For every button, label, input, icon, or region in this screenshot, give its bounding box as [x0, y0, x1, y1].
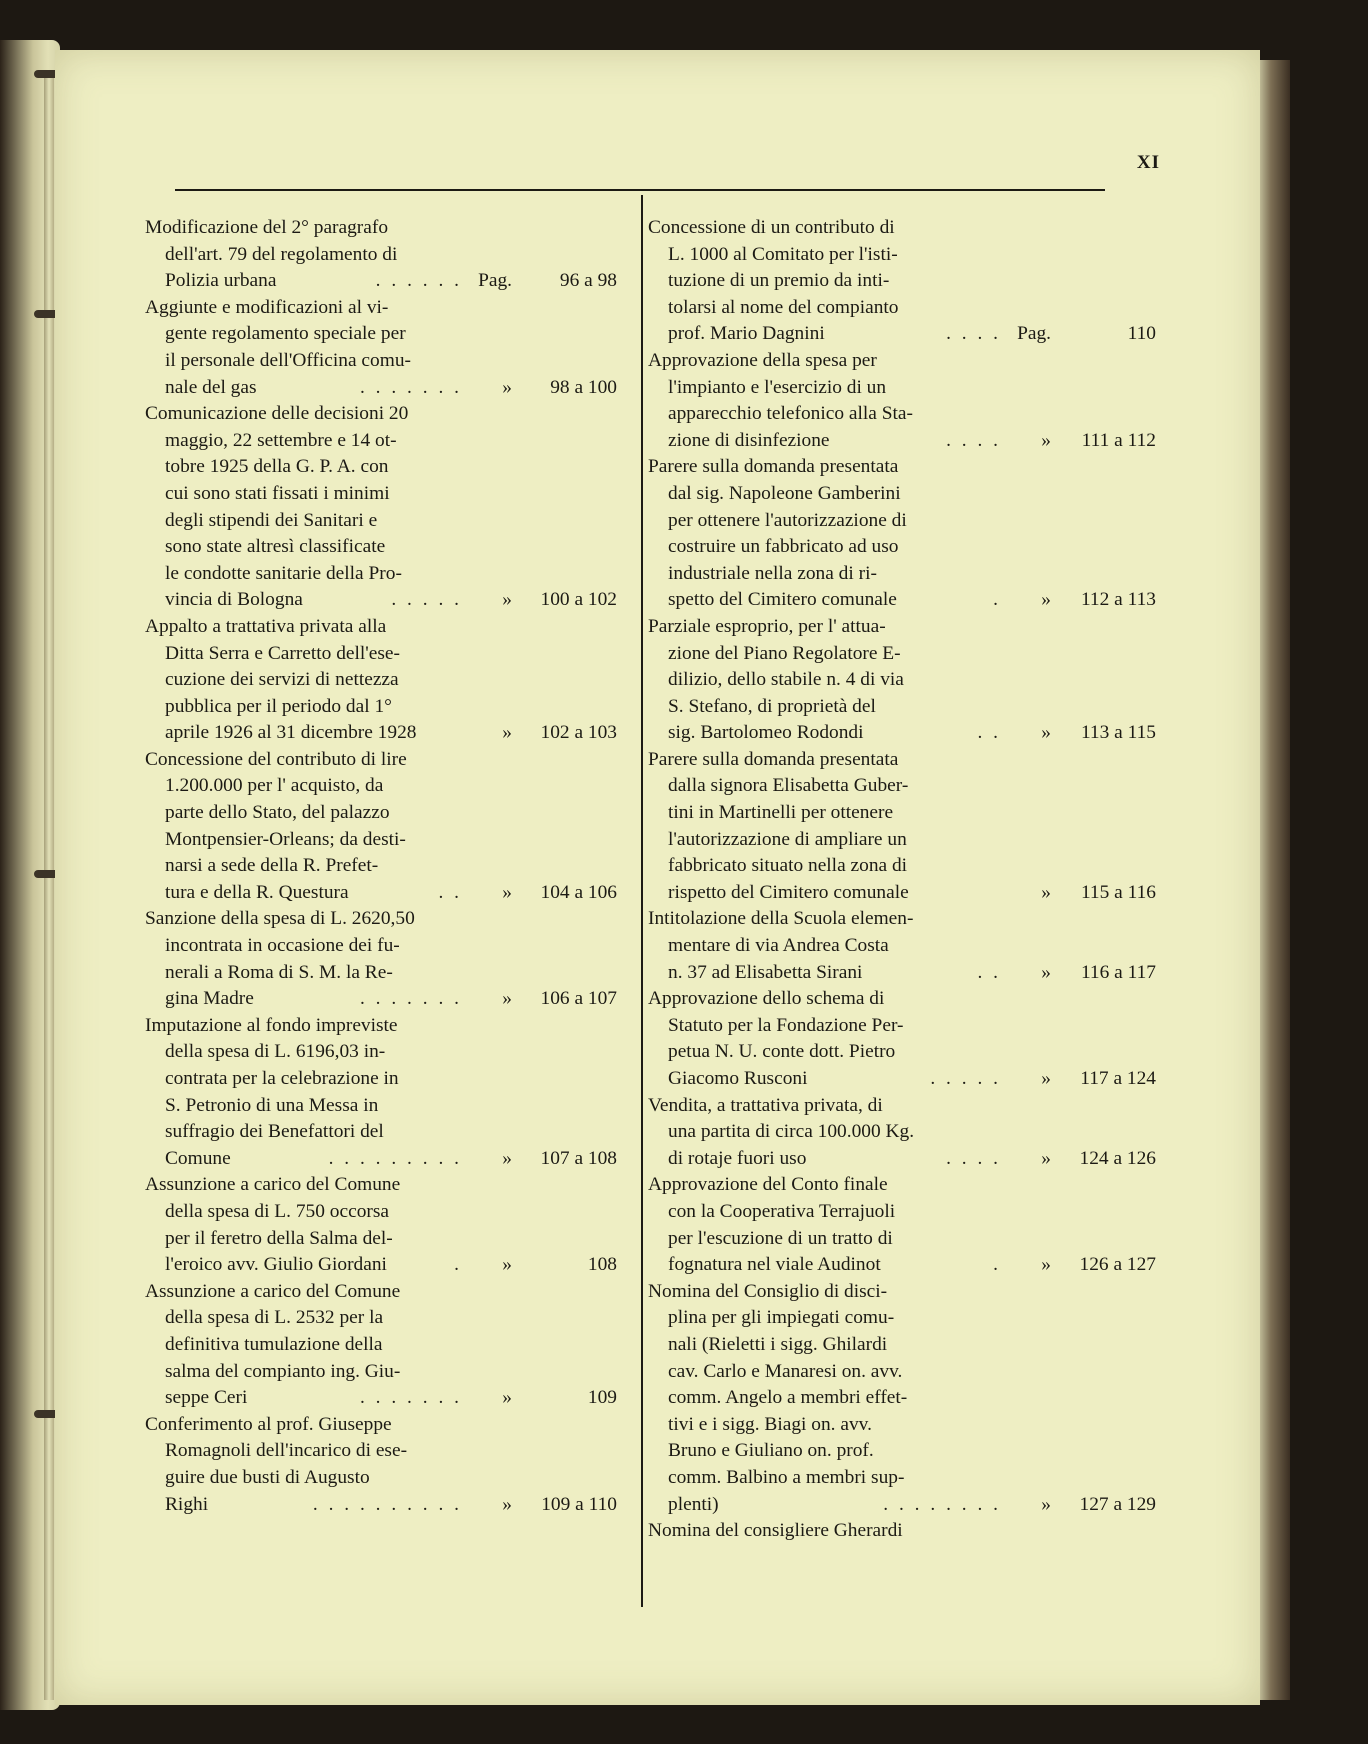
page-numbers: 98 a 100 [550, 376, 617, 398]
leader-dots: . . . . . . . [359, 988, 462, 1010]
page-reference [946, 321, 1156, 348]
entry-title: Nomina del Consiglio di disci- plina per gli impiegati comu- nali (Rieletti i sigg. Ghilardi cav. Carlo e Manaresi on. avv. comm. Angelo a membri effet- tivi e i sigg. Biagi on. avv. Bruno e Giuliano on. prof. comm. Balbino a membri sup- plenti) [648, 1280, 908, 1515]
page-reference [946, 1146, 1156, 1173]
page-numbers: 111 a 112 [1081, 429, 1156, 451]
page-marker: Pag. [478, 270, 512, 292]
entry-title: Concessione di un contributo di L. 1000 al Comitato per l'isti- tuzione di un premio da inti- tolarsi al nome del compianto prof. Mario Dagnini [648, 217, 899, 345]
index-entry [648, 215, 1156, 348]
page-numbers: 127 a 129 [1079, 1493, 1156, 1515]
leader-dots: . . [977, 961, 1001, 983]
entry-title: Assunzione a carico del Comune della spesa di L. 2532 per la definitiva tumulazione della salma del compianto ing. Giu- seppe Ceri [145, 1280, 401, 1409]
leader-dots: . . . . [946, 323, 1001, 345]
leader-dots: . . . . . [391, 589, 462, 611]
leader-dots: . . . . [946, 429, 1001, 451]
page-reference [360, 1385, 617, 1412]
entry-title: Concessione del contributo di lire 1.200.000 per l' acquisto, da parte dello Stato, del palazzo Montpensier-Orleans; da desti- narsi a sede della R. Prefet- tura e della R. Questura [145, 748, 407, 903]
page-marker: » [1041, 881, 1051, 903]
page-reference [462, 720, 617, 747]
index-entry [648, 454, 1156, 614]
page-numbers: 109 a 110 [541, 1493, 617, 1515]
leader-dots: . . . . [946, 1147, 1001, 1169]
page-numbers: 115 a 116 [1080, 881, 1156, 903]
page-reference [391, 587, 617, 614]
page-numbers: 116 a 117 [1080, 961, 1156, 983]
page-reference [946, 428, 1156, 455]
index-entry [648, 1172, 1156, 1278]
page-numbers: 100 a 102 [540, 589, 617, 611]
page-reference [329, 1146, 617, 1173]
leader-dots: . . . . . . [375, 270, 462, 292]
page-numbers: 110 [1127, 323, 1156, 345]
leader-dots: . . [977, 722, 1001, 744]
page-marker: » [1041, 429, 1051, 451]
page-marker: » [502, 881, 512, 903]
index-entry [648, 986, 1156, 1092]
entry-title: Nomina del consigliere Gherardi [648, 1520, 903, 1542]
page-numbers: 104 a 106 [540, 881, 617, 903]
entry-title: Parziale esproprio, per l' attua- zione del Piano Regolatore E- dilizio, dello stabile n. 4 di via S. Stefano, di proprietà del sig. Bartolomeo Rodondi [648, 615, 904, 744]
page-numbers: 96 a 98 [559, 270, 617, 292]
page-numbers: 107 a 108 [540, 1147, 617, 1169]
index-entry [145, 906, 617, 1012]
page-marker: » [502, 589, 512, 611]
entry-title: Approvazione dello schema di Statuto per la Fondazione Per- petua N. U. conte dott. Pietro Giacomo Rusconi [648, 988, 904, 1089]
page-numbers: 108 [587, 1254, 617, 1276]
index-entry [648, 1518, 1156, 1545]
index-entry [145, 747, 617, 907]
index-entry [648, 1279, 1156, 1518]
page-folio: XI [1136, 152, 1160, 173]
page-reference [313, 1492, 617, 1519]
page-reference [360, 375, 617, 402]
page-marker: Pag. [1017, 323, 1051, 345]
leader-dots: . . . . . . . [359, 1387, 462, 1409]
index-entry [145, 295, 617, 401]
page-reference [376, 268, 617, 295]
leader-dots: . . . . . [930, 1068, 1001, 1089]
entry-title: Conferimento al prof. Giuseppe Romagnoli dell'incarico di ese- guire due busti di Augusto Righi [145, 1413, 408, 1515]
entry-title: Intitolazione della Scuola elemen- mentare di via Andrea Costa n. 37 ad Elisabetta Sirani [648, 908, 914, 983]
header-rule [175, 189, 1105, 191]
leader-dots: . [993, 1254, 1001, 1276]
page-marker: » [502, 376, 512, 398]
page-numbers: 117 a 124 [1080, 1068, 1156, 1089]
index-entry [648, 614, 1156, 747]
index-entry [145, 1013, 617, 1173]
entry-title: Approvazione della spesa per l'impianto e l'esercizio di un apparecchio telefonico alla Sta- zione di disinfezione [648, 349, 913, 451]
index-entry [145, 1172, 617, 1278]
page-numbers: 112 a 113 [1080, 589, 1156, 611]
page-marker: » [1041, 961, 1051, 983]
leader-dots: . [993, 589, 1001, 611]
right-index-column [648, 215, 1156, 1545]
page-marker: » [1041, 589, 1051, 611]
page-reference [993, 587, 1156, 614]
entry-title: Parere sulla domanda presentata dal sig. Napoleone Gamberini per ottenere l'autorizzazione di costruire un fabbricato ad uso industriale nella zona di ri- spetto del Cimitero comunale [648, 456, 907, 611]
index-entry [145, 614, 617, 747]
entry-title: Parere sulla domanda presentata dalla signora Elisabetta Guber- tini in Martinelli per ottenere l'autorizzazione di ampliare un fabbricato situato nella zona di rispetto del Cimitero comunale [648, 748, 909, 903]
entry-title: Approvazione del Conto finale con la Cooperativa Terrajuoli per l'escuzione di un tratto di fognatura nel viale Audinot [648, 1174, 896, 1276]
leader-dots: . [454, 1254, 462, 1276]
page-reference [438, 880, 617, 907]
page-marker: » [502, 988, 512, 1010]
page-numbers: 126 a 127 [1079, 1254, 1156, 1276]
page-reference [1001, 880, 1156, 907]
leader-dots: . . . . . . . . [883, 1493, 1001, 1515]
page-marker: » [502, 1254, 512, 1276]
page-marker: » [1041, 722, 1051, 744]
page-reference [883, 1492, 1156, 1519]
book-binding [0, 40, 60, 1710]
leader-dots: . . . . . . . . . . [312, 1493, 462, 1515]
page-marker: » [502, 1493, 512, 1515]
leader-dots: . . [438, 881, 462, 903]
page-numbers: 124 a 126 [1079, 1147, 1156, 1169]
index-entry [145, 401, 617, 614]
page-numbers: 102 a 103 [540, 722, 617, 744]
entry-title: Sanzione della spesa di L. 2620,50 incontrata in occasione dei fu- nerali a Roma di S. M. la Re- gina Madre [145, 908, 415, 1010]
page-reference [993, 1252, 1156, 1279]
index-entry [145, 1412, 617, 1518]
entry-title: Modificazione del 2° paragrafo dell'art. 79 del regolamento di Polizia urbana [145, 217, 398, 292]
page-marker: » [1041, 1493, 1051, 1515]
entry-title: Aggiunte e modificazioni al vi- gente regolamento speciale per il personale dell'Officina comu- nale del gas [145, 296, 411, 398]
page-numbers: 106 a 107 [540, 988, 617, 1010]
page-marker: » [1041, 1068, 1051, 1089]
page-marker: » [1041, 1254, 1051, 1276]
entry-title: Vendita, a trattativa privata, di una partita di circa 100.000 Kg. di rotaje fuori uso [648, 1094, 915, 1169]
leader-dots: . . . . . . . [359, 376, 462, 398]
page-numbers: 113 a 115 [1080, 722, 1156, 744]
left-index-column [145, 215, 617, 1518]
index-entry [648, 348, 1156, 454]
index-entry [648, 1093, 1156, 1173]
page-marker: » [1041, 1147, 1051, 1169]
page-marker: » [502, 722, 512, 744]
index-entry [648, 906, 1156, 986]
page-reference [930, 1066, 1156, 1093]
leader-dots: . . . . . . . . . [328, 1147, 462, 1169]
page-edge [1258, 60, 1290, 1700]
entry-title: Appalto a trattativa privata alla Ditta Serra e Carretto dell'ese- cuzione dei servizi di nettezza pubblica per il periodo dal 1° aprile 1926 al 31 dicembre 1928 [145, 615, 417, 744]
page-marker: » [502, 1147, 512, 1169]
index-entry [648, 747, 1156, 907]
column-divider [641, 195, 643, 1607]
index-entry [145, 1279, 617, 1412]
page-marker: » [502, 1387, 512, 1409]
page-reference [977, 720, 1156, 747]
page-reference [454, 1252, 617, 1279]
page-reference [360, 986, 617, 1013]
entry-title: Assunzione a carico del Comune della spesa di L. 750 occorsa per il feretro della Salma del- l'eroico avv. Giulio Giordani [145, 1174, 401, 1276]
index-entry [145, 215, 617, 295]
entry-title: Comunicazione delle decisioni 20 maggio, 22 settembre e 14 ot- tobre 1925 della G. P. A. con cui sono stati fissati i minimi degli stipendi dei Sanitari e sono state altresì classificate le condotte sanitarie della Pro- vincia di Bologna [145, 403, 409, 611]
entry-title: Imputazione al fondo impreviste della spesa di L. 6196,03 in- contrata per la celebrazione in S. Petronio di una Messa in suffragio dei Benefattori del Comune [145, 1014, 399, 1169]
page-numbers: 109 [587, 1387, 617, 1409]
index-page [55, 50, 1260, 1705]
page-reference [977, 960, 1156, 987]
